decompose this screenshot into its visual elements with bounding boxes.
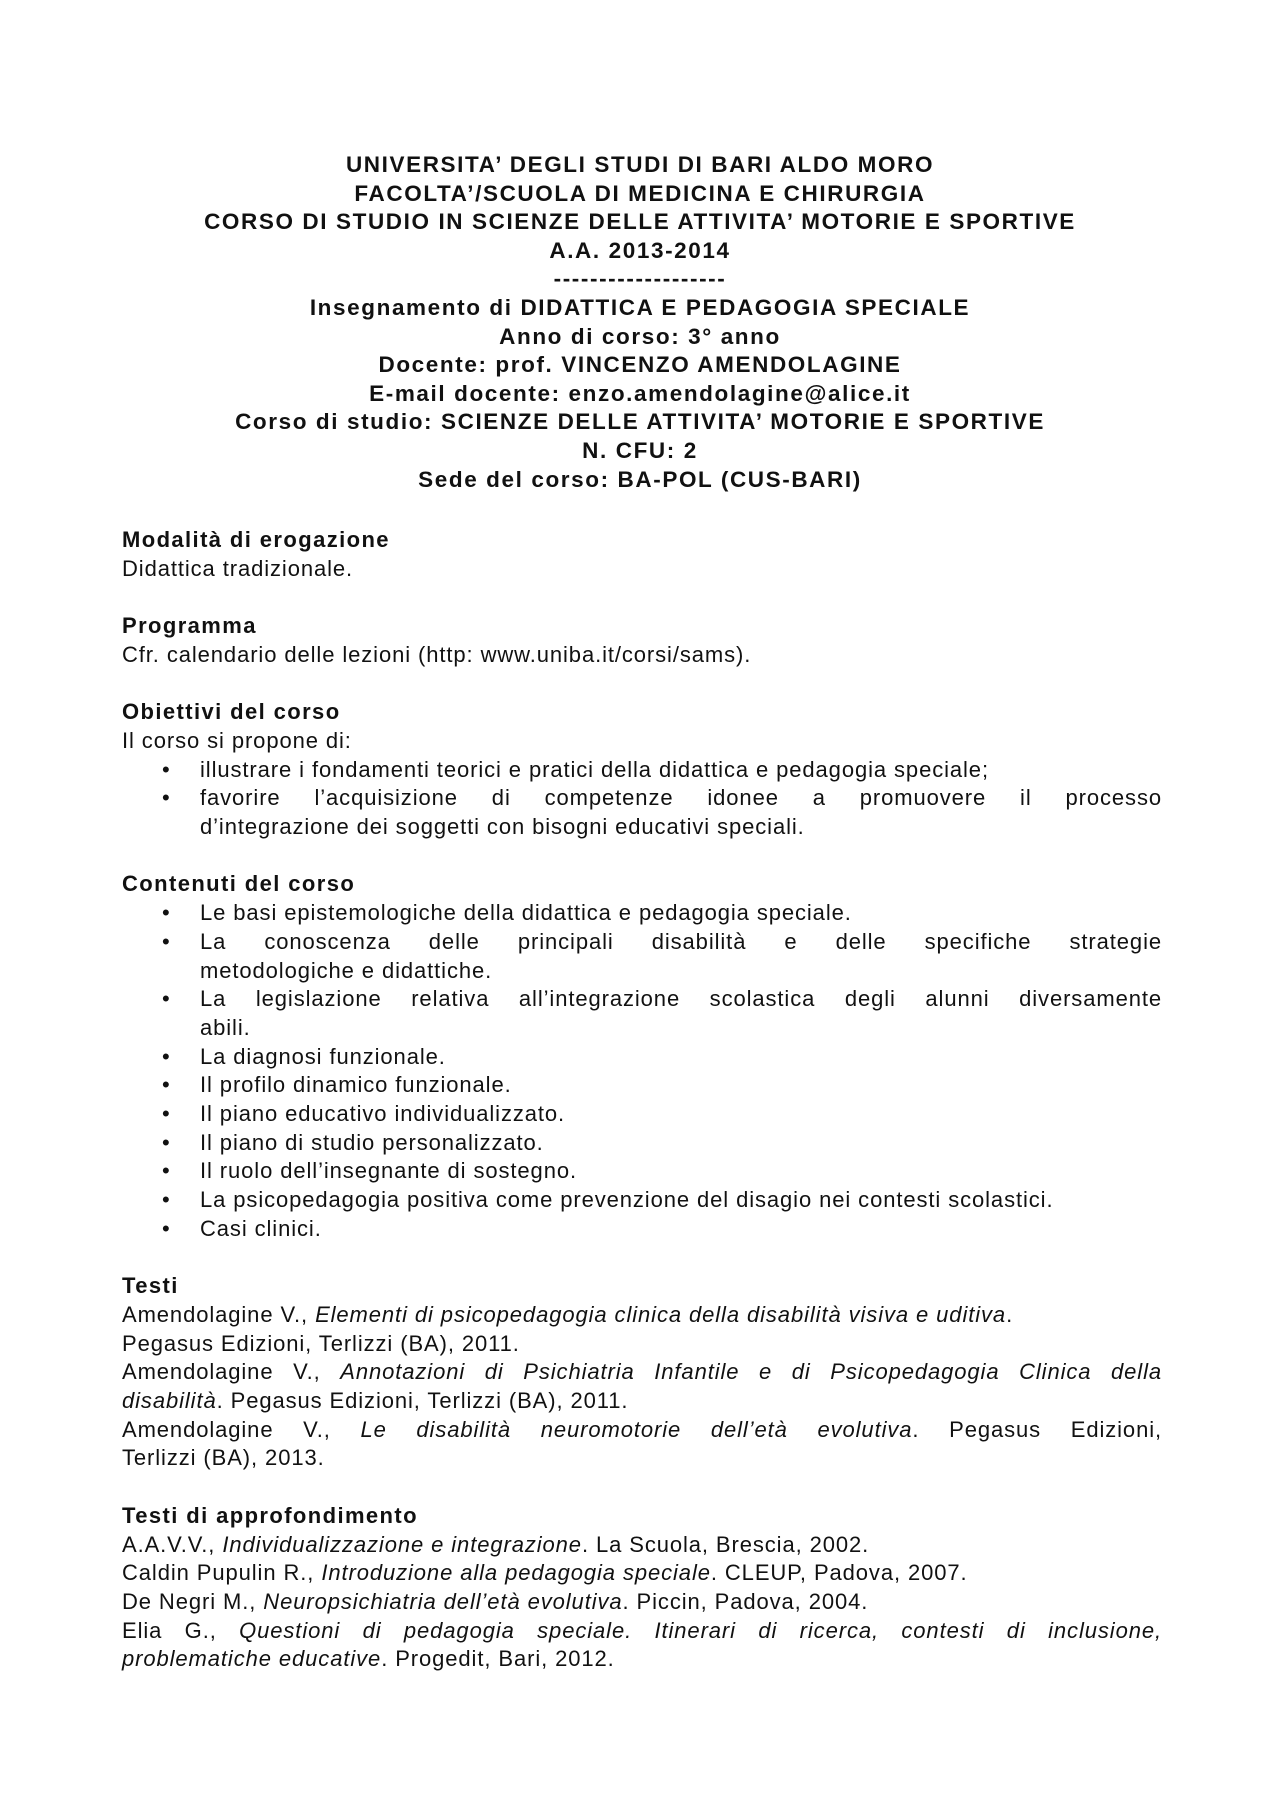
bullet-icon: •	[162, 1129, 171, 1155]
separator-line: -------------------	[553, 266, 727, 292]
study-course: Corso di studio: SCIENZE DELLE ATTIVITA’ MOTORIE E SPORTIVE	[235, 409, 1045, 435]
course-location: Sede del corso: BA-POL (CUS-BARI)	[418, 466, 862, 492]
faculty-name: FACOLTA’/SCUOLA DI MEDICINA E CHIRURGIA	[354, 180, 926, 206]
course-year: Anno di corso: 3° anno	[499, 323, 781, 349]
bullet-icon: •	[162, 756, 171, 782]
cfu-count: N. CFU: 2	[582, 437, 698, 463]
bullet-icon: •	[162, 785, 171, 811]
list-item: • Il profilo dinamico funzionale.	[122, 1071, 1162, 1100]
list-item: • La diagnosi funzionale.	[122, 1043, 1162, 1072]
bullet-icon: •	[162, 1158, 171, 1184]
academic-year: A.A. 2013-2014	[549, 237, 731, 263]
teacher: Docente: prof. VINCENZO AMENDOLAGINE	[378, 352, 902, 378]
section-intro: Il corso si propone di:	[122, 727, 352, 753]
bullet-icon: •	[162, 1101, 171, 1127]
list-item: • illustrare i fondamenti teorici e pratici della didattica e pedagogia speciale;	[122, 756, 1162, 785]
section-testi	[122, 1272, 1162, 1473]
bullet-icon: •	[162, 900, 171, 926]
list-item: • La legislazione relativa all’integrazione scolastica degli alunni diversamente abili.	[162, 986, 1162, 1040]
section-contenuti	[122, 870, 1162, 1243]
reference-item: De Negri M., Neuropsichiatria dell’età evolutiva. Piccin, Padova, 2004.	[122, 1588, 869, 1614]
reference-item: Amendolagine V., Annotazioni di Psichiatria Infantile e di Psicopedagogia Clinica della disabilità. Pegasus Edizioni, Terlizzi (BA), 2011.	[122, 1359, 1162, 1414]
degree-course: CORSO DI STUDIO IN SCIENZE DELLE ATTIVITA’ MOTORIE E SPORTIVE	[204, 209, 1076, 235]
university-name: UNIVERSITA’ DEGLI STUDI DI BARI ALDO MORO	[345, 152, 935, 177]
document-header	[100, 151, 1180, 494]
objectives-list	[122, 756, 1162, 842]
bullet-icon: •	[162, 1072, 171, 1098]
list-item: • La conoscenza delle principali disabilità e delle specifiche strategie metodologiche e didattiche.	[162, 928, 1162, 983]
bullet-icon: •	[162, 1187, 171, 1213]
document-body	[122, 526, 1162, 1703]
section-heading: Programma	[122, 613, 257, 639]
contents-list	[122, 899, 1162, 1243]
bullet-icon: •	[162, 986, 171, 1012]
section-text: Cfr. calendario delle lezioni (http: www.uniba.it/corsi/sams).	[122, 641, 752, 667]
reference-item: A.A.V.V., Individualizzazione e integrazione. La Scuola, Brescia, 2002.	[122, 1531, 870, 1557]
section-heading: Modalità di erogazione	[122, 527, 390, 552]
reference-item: Caldin Pupulin R., Introduzione alla pedagogia speciale. CLEUP, Padova, 2007.	[122, 1560, 968, 1586]
section-approfondimento	[122, 1502, 1162, 1674]
section-heading: Obiettivi del corso	[122, 699, 341, 725]
section-heading: Contenuti del corso	[122, 871, 356, 897]
bullet-icon: •	[162, 1215, 171, 1241]
course-title: Insegnamento di DIDATTICA E PEDAGOGIA SPECIALE	[309, 294, 971, 320]
list-item: • Il piano educativo individualizzato.	[122, 1100, 1162, 1129]
bullet-icon: •	[162, 928, 171, 954]
list-item: • Casi clinici.	[122, 1215, 1162, 1244]
section-heading: Testi di approfondimento	[122, 1502, 418, 1528]
section-programma	[122, 612, 1162, 669]
reference-item: Amendolagine V., Le disabilità neuromotorie dell’età evolutiva. Pegasus Edizioni, Terlizzi (BA), 2013.	[122, 1416, 1163, 1471]
section-heading: Testi	[122, 1273, 179, 1299]
list-item: • Le basi epistemologiche della didattica e pedagogia speciale.	[122, 899, 1162, 928]
section-text: Didattica tradizionale.	[122, 555, 354, 581]
list-item: • La psicopedagogia positiva come prevenzione del disagio nei contesti scolastici.	[122, 1186, 1162, 1215]
section-obiettivi	[122, 698, 1162, 842]
bullet-icon: •	[162, 1043, 171, 1069]
list-item: • Il piano di studio personalizzato.	[122, 1129, 1162, 1158]
teacher-email: E-mail docente: enzo.amendolagine@alice.it	[369, 380, 911, 406]
list-item: • Il ruolo dell’insegnante di sostegno.	[122, 1157, 1162, 1186]
section-modalita	[122, 526, 1162, 583]
reference-item: Amendolagine V., Elementi di psicopedagogia clinica della disabilità visiva e uditiva. Pegasus Edizioni, Terlizzi (BA), 2011.	[122, 1301, 1014, 1356]
reference-item: Elia G., Questioni di pedagogia speciale. Itinerari di ricerca, contesti di inclusione, problematiche educative. Progedit, Bari, 2012.	[122, 1617, 1162, 1672]
list-item: • favorire l’acquisizione di competenze idonee a promuovere il processo d’integrazione dei soggetti con bisogni educativi speciali.	[162, 785, 1162, 839]
